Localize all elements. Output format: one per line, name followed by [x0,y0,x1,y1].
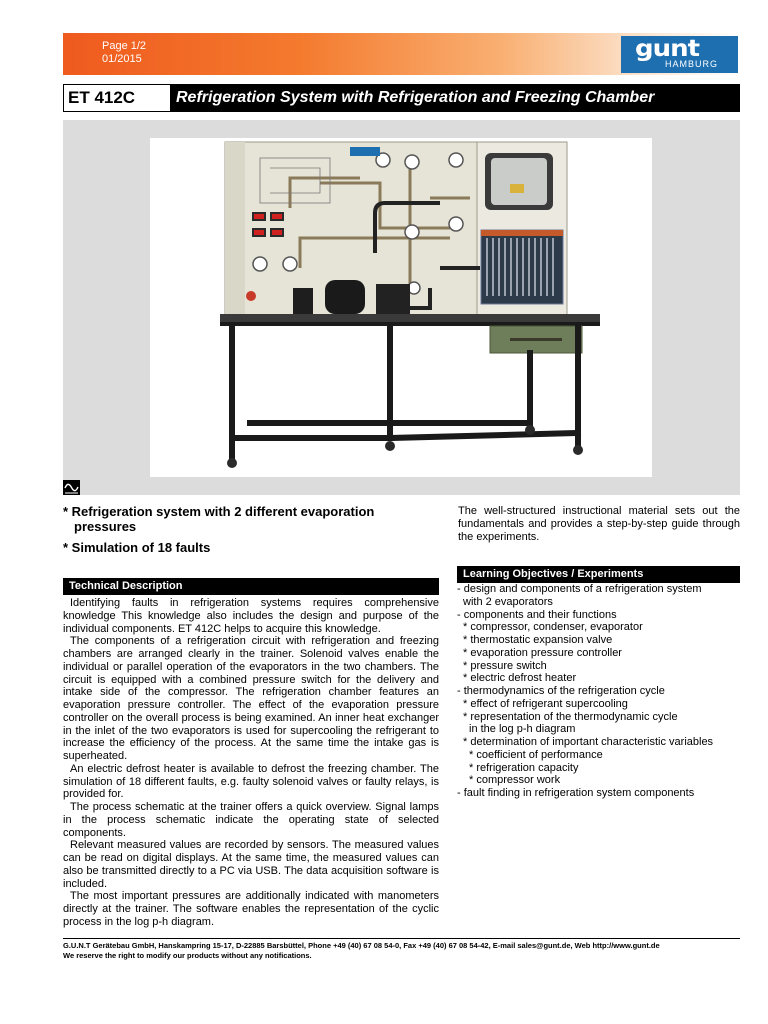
tech-paragraph: The process schematic at the trainer offers a quick overview. Signal lamps in the process schematic indicate the operating state of selected components. [63,801,439,839]
model-code: ET 412C [68,88,136,107]
footer [63,941,753,961]
objective-item: - components and their functions [457,608,617,621]
objective-item: * representation of the thermodynamic cycle [463,710,678,723]
objective-item: * effect of refrigerant supercooling [463,697,628,710]
objective-item: in the log p-h diagram [469,723,576,736]
learning-objectives-list [457,583,740,800]
intro-text: The well-structured instructional material sets out the fundamentals and provides a step-by-step guide through the experiments. [458,505,740,543]
objective-item: * coefficient of performance [469,748,603,761]
photo-panel [63,120,740,495]
key-features [63,504,433,561]
feature-item: * Simulation of 18 faults [63,540,211,555]
gunt-logo [621,36,738,73]
technical-description-heading: Technical Description [63,578,439,595]
tech-paragraph: The most important pressures are additionally indicated with manometers directly at the trainer. The software enables the representation of the cyclic process in the log p-h diagram. [63,890,439,928]
page-number: Page 1/2 [102,40,147,52]
objective-item: * compressor work [469,774,561,787]
feature-item: * Refrigeration system with 2 different evaporation pressures [63,504,375,534]
objective-item: - fault finding in refrigeration system components [457,787,695,799]
logo-subtext: HAMBURG [665,59,719,69]
technical-description [63,597,439,929]
title-bar [63,84,740,112]
product-title: Refrigeration System with Refrigeration and Freezing Chamber [176,89,655,106]
trainer-illustration [150,138,652,477]
objective-item: * evaporation pressure controller [463,646,622,659]
disclaimer: We reserve the right to modify our products without any notifications. [63,951,312,960]
objective-item: with 2 evaporators [463,595,553,608]
objective-item: * electric defrost heater [463,672,577,685]
model-box [64,85,170,111]
sine-wave-glyph [63,480,80,495]
issue-date: 01/2015 [102,53,142,65]
footer-divider [63,938,740,939]
page-meta [102,40,146,66]
objective-item: * refrigeration capacity [469,761,579,774]
product-photo [150,138,652,477]
objective-item: - thermodynamics of the refrigeration cycle [457,685,665,697]
objective-item: * determination of important characteristic variables [463,736,714,748]
tech-paragraph: Relevant measured values are recorded by sensors. The measured values can be read on digital displays. At the same time, the measured values can also be transmitted directly to a PC via USB. The data acquisition software is included. [63,839,439,890]
sine-wave-icon [63,480,80,495]
tech-paragraph: The components of a refrigeration circuit with refrigeration and freezing chambers are arranged clearly in the trainer. Solenoid valves enable the individual or parallel operation of the evaporators in the two chambers. The circuit is equipped with a combined pressure switch for the delivery and intake side of the compressor. The refrigeration chamber features an evaporation pressure controller. The effect of the evaporation pressure controller on the overall process is being examined. An inner heat exchanger in the inlet of the two evaporators is used for supercooling the refrigerant to increase the efficiency of the process. At the same time the intake gas is superheated. [63,635,439,762]
logo-text: gunt [635,35,700,63]
tech-paragraph: An electric defrost heater is available to defrost the freezing chamber. The simulation of 18 different faults, e.g. faulty solenoid valves or faulty relays, is provided for. [63,762,439,801]
tech-paragraph: Identifying faults in refrigeration systems requires comprehensive knowledge This knowledge also includes the design and purpose of the individual components. ET 412C helps to acquire this knowledge. [63,597,439,635]
objective-item: - design and components of a refrigeration system [457,583,702,595]
objective-item: * compressor, condenser, evaporator [463,621,643,634]
company-contact: G.U.N.T Gerätebau GmbH, Hanskampring 15-17, D-22885 Barsbüttel, Phone +49 (40) 67 08 54-0, Fax +49 (40) 67 08 54-42, E-mail sales@gunt.de, Web http://www.gunt.de [63,941,660,950]
learning-objectives-heading: Learning Objectives / Experiments [457,566,740,583]
objective-item: * pressure switch [463,659,547,672]
objective-item: * thermostatic expansion valve [463,634,613,646]
